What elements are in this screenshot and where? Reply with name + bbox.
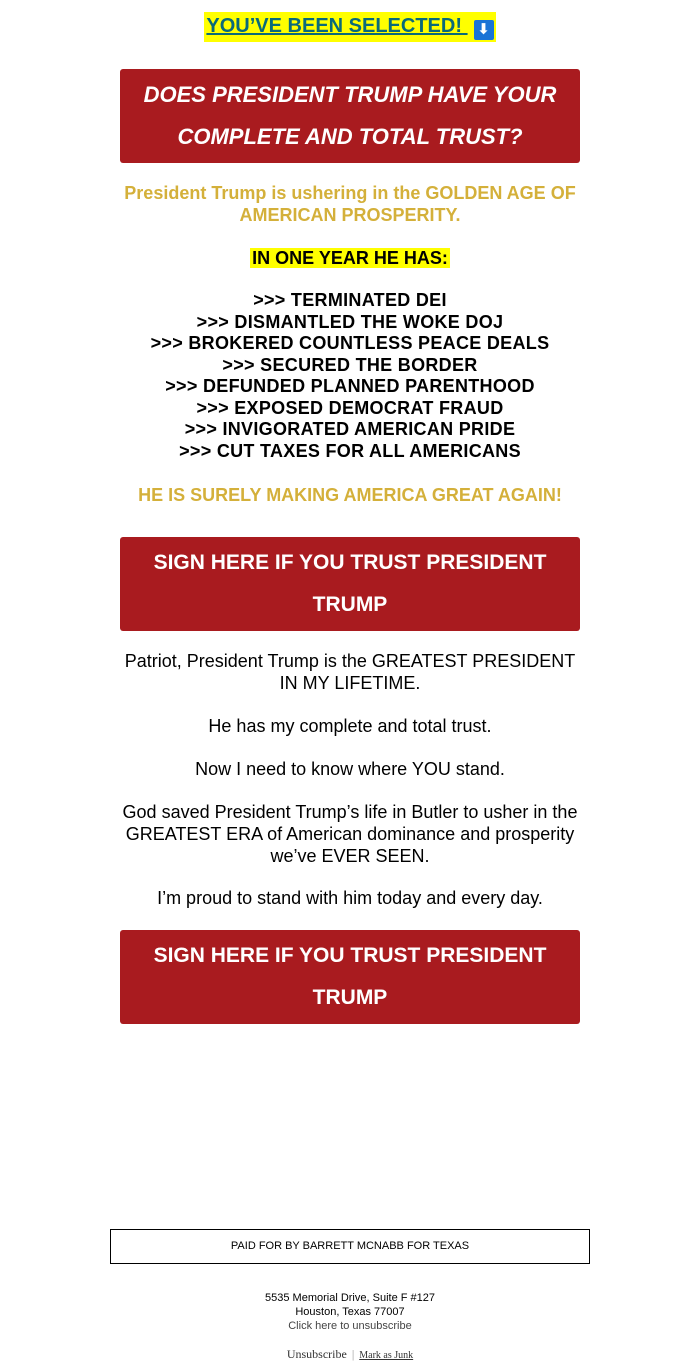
list-item: >>> INVIGORATED AMERICAN PRIDE: [184, 419, 516, 439]
body-paragraph-5: I’m proud to stand with him today and every day.: [157, 888, 543, 908]
list-item: >>> EXPOSED DEMOCRAT FRAUD: [196, 397, 504, 418]
sign-trust-button-bottom[interactable]: [120, 930, 580, 1024]
banner-line-1: DOES PRESIDENT TRUMP HAVE YOUR: [143, 82, 557, 107]
sign-trust-button-top[interactable]: [120, 537, 580, 631]
body-paragraph-4-line-2: GREATEST ERA of American dominance and prosperity: [125, 824, 575, 844]
list-item: >>> SECURED THE BORDER: [222, 354, 478, 375]
bottom-links: [0, 1347, 700, 1362]
body-paragraph-4: [115, 801, 585, 867]
mark-as-junk-link[interactable]: Mark as Junk: [359, 1350, 414, 1361]
body-paragraph-4-line-3: we’ve EVER SEEN.: [270, 846, 430, 866]
intro-text: [110, 182, 590, 226]
address-line-1: 5535 Memorial Drive, Suite F #127: [265, 1292, 435, 1304]
selected-header: [0, 12, 700, 42]
paid-for-disclaimer: PAID FOR BY BARRETT MCNABB FOR TEXAS: [110, 1229, 590, 1264]
selected-text[interactable]: YOU’VE BEEN SELECTED!: [206, 15, 463, 37]
address-line-2: Houston, Texas 77007: [295, 1306, 405, 1318]
unsubscribe-button[interactable]: Unsubscribe: [286, 1347, 347, 1361]
achievements-heading-row: [0, 247, 700, 269]
separator: |: [351, 1347, 355, 1361]
body-paragraph-1: [115, 650, 585, 694]
unsubscribe-link[interactable]: Click here to unsubscribe: [288, 1320, 412, 1332]
body-paragraph-3: Now I need to know where YOU stand.: [195, 759, 505, 779]
selected-link[interactable]: [204, 12, 495, 42]
intro-line-2: AMERICAN PROSPERITY.: [239, 205, 461, 225]
achievements-heading: IN ONE YEAR HE HAS:: [252, 248, 448, 268]
cta-line-2[interactable]: TRUMP: [312, 593, 388, 616]
achievements-list: [0, 290, 700, 462]
list-item: >>> CUT TAXES FOR ALL AMERICANS: [179, 440, 521, 461]
cta-line-2[interactable]: TRUMP: [312, 986, 388, 1009]
tagline: HE IS SURELY MAKING AMERICA GREAT AGAIN!: [138, 485, 562, 505]
cta-line-1[interactable]: SIGN HERE IF YOU TRUST PRESIDENT: [153, 551, 547, 574]
list-item: >>> DEFUNDED PLANNED PARENTHOOD: [165, 376, 535, 396]
trust-banner: [120, 69, 580, 163]
body-paragraph-1-line-1: Patriot, President Trump is the GREATEST PRESIDENT: [124, 651, 576, 671]
list-item: >>> TERMINATED DEI: [253, 290, 447, 310]
body-paragraph-4-line-1: God saved President Trump’s life in Butler to usher in the: [122, 802, 578, 822]
footer-address: [0, 1291, 700, 1333]
banner-line-2: COMPLETE AND TOTAL TRUST?: [177, 124, 523, 149]
body-paragraph-2: He has my complete and total trust.: [208, 716, 492, 736]
cta-line-1[interactable]: SIGN HERE IF YOU TRUST PRESIDENT: [153, 944, 547, 967]
list-item: >>> DISMANTLED THE WOKE DOJ: [196, 311, 504, 332]
body-paragraph-1-line-2: IN MY LIFETIME.: [279, 673, 421, 693]
intro-line-1: President Trump is ushering in the GOLDEN AGE OF: [124, 183, 576, 203]
list-item: >>> BROKERED COUNTLESS PEACE DEALS: [150, 333, 550, 353]
down-arrow-icon: ⬇: [474, 20, 494, 40]
